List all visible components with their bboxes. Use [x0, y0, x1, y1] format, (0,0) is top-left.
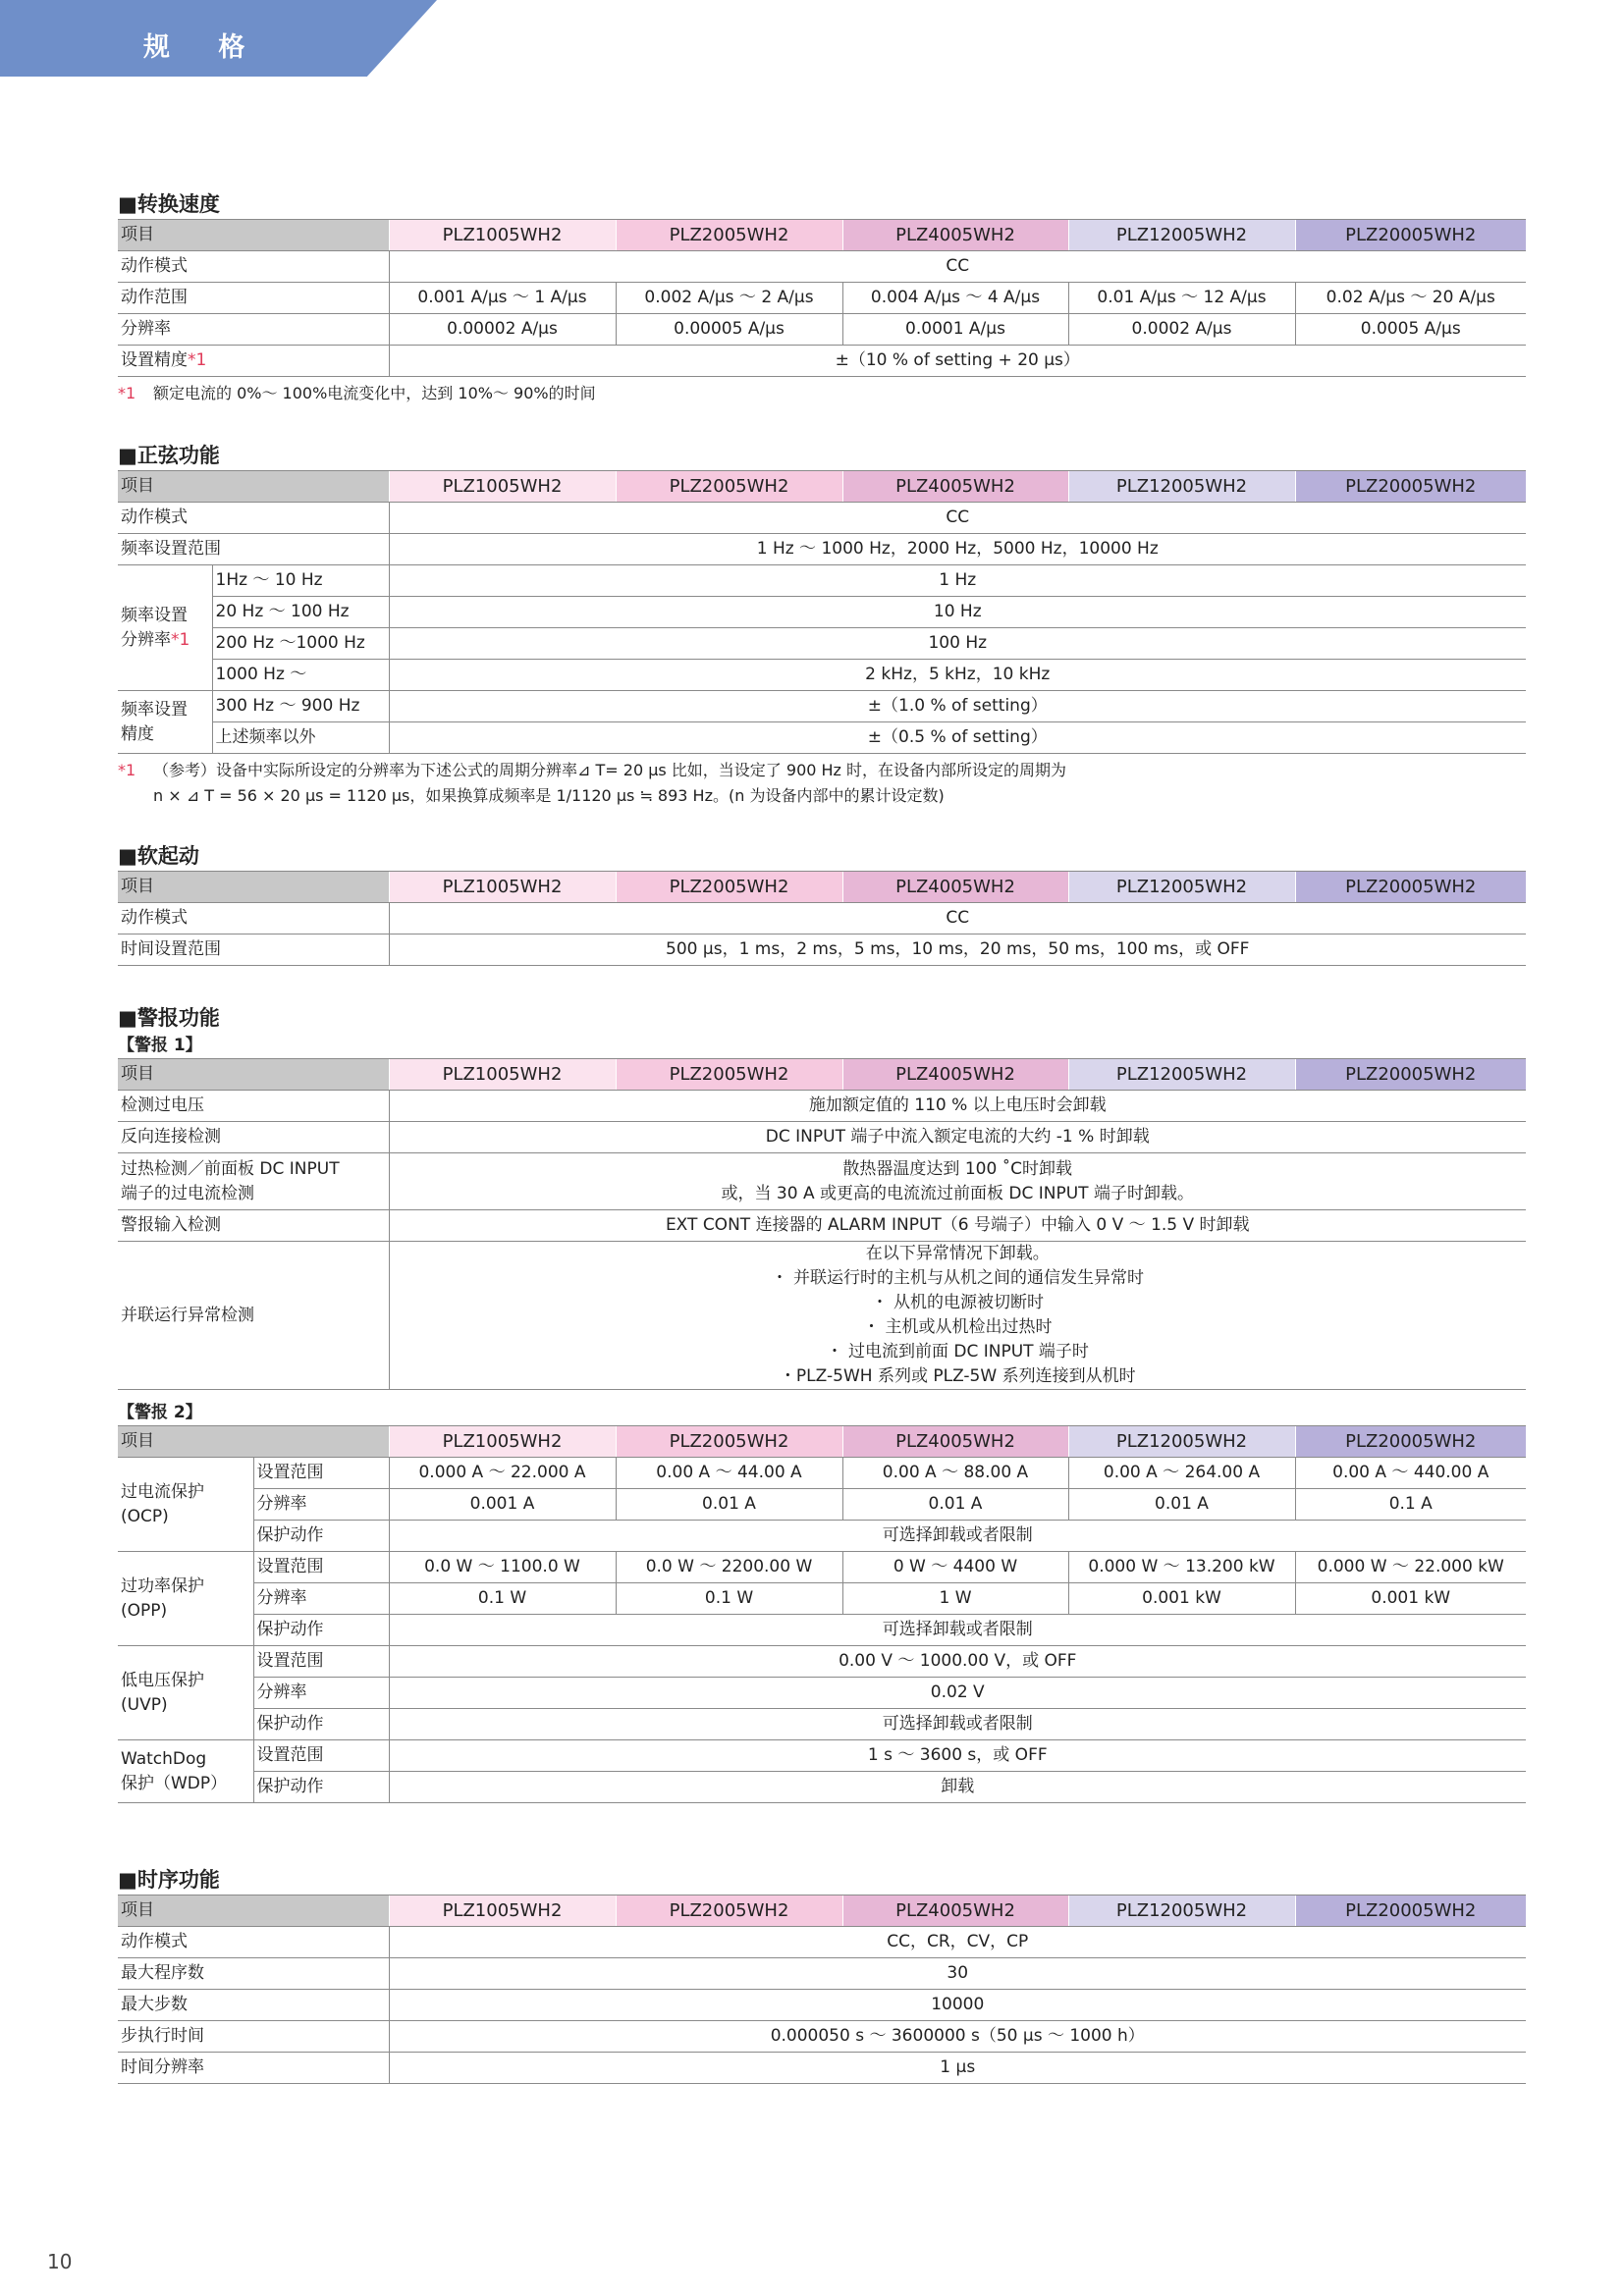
table-row — [118, 1552, 1526, 1583]
value-line: ・ 从机的电源被切断时 — [871, 1293, 1044, 1312]
table-header-row — [118, 1426, 1526, 1458]
table-row — [118, 346, 1526, 377]
model-header: PLZ12005WH2 — [1068, 1896, 1295, 1927]
value-line: 或，当 30 A 或更高的电流流过前面板 DC INPUT 端子时卸载。 — [721, 1183, 1194, 1203]
table-row — [118, 1091, 1526, 1122]
row-value: 1 μs — [389, 2053, 1526, 2084]
section-slew-rate — [118, 189, 1526, 406]
sub-label: 200 Hz ～1000 Hz — [212, 628, 389, 660]
cell-value: 0.0005 A/μs — [1295, 314, 1526, 346]
table-row — [118, 660, 1526, 691]
value-line: ・ 过电流到前面 DC INPUT 端子时 — [826, 1342, 1089, 1362]
row-value: 可选择卸载或者限制 — [389, 1521, 1526, 1552]
section-sine — [118, 441, 1526, 809]
row-group-label — [118, 565, 212, 691]
cell-value: 0.000 A ～ 22.000 A — [389, 1458, 616, 1489]
section-alarm — [118, 1003, 1526, 1803]
row-label: 最大步数 — [118, 1990, 389, 2021]
row-value: 500 μs，1 ms，2 ms，5 ms，10 ms，20 ms，50 ms，100 ms，或 OFF — [389, 934, 1526, 966]
page-number: 10 — [47, 2250, 73, 2273]
label-text: (OPP) — [121, 1600, 168, 1621]
table-row — [118, 1646, 1526, 1678]
value-line: 在以下异常情况下卸载。 — [865, 1244, 1050, 1263]
sub-label: 保护动作 — [253, 1709, 389, 1740]
model-header: PLZ4005WH2 — [842, 1896, 1068, 1927]
sequence-table — [118, 1895, 1526, 2084]
row-label: 时间设置范围 — [118, 934, 389, 966]
model-header: PLZ2005WH2 — [616, 872, 842, 903]
table-row — [118, 691, 1526, 722]
cell-value: 0.0002 A/μs — [1068, 314, 1295, 346]
sub-label: 分辨率 — [253, 1489, 389, 1521]
row-label: 动作模式 — [118, 903, 389, 934]
item-header: 项目 — [118, 872, 389, 903]
label-text: 频率设置 — [121, 605, 188, 625]
cell-value: 0.1 A — [1295, 1489, 1526, 1521]
table-row — [118, 628, 1526, 660]
model-header: PLZ20005WH2 — [1295, 1426, 1526, 1458]
cell-value: 0.01 A — [1068, 1489, 1295, 1521]
label-text: 设置精度 — [121, 350, 188, 370]
alarm1-title: 【警报 1】 — [118, 1036, 202, 1055]
row-label: 动作模式 — [118, 1927, 389, 1958]
cell-value: 0.001 A — [389, 1489, 616, 1521]
table-header-row — [118, 471, 1526, 503]
model-header: PLZ12005WH2 — [1068, 1426, 1295, 1458]
row-value: 1 Hz — [389, 565, 1526, 597]
row-value: 可选择卸载或者限制 — [389, 1615, 1526, 1646]
table-row — [118, 314, 1526, 346]
alarm1-table — [118, 1058, 1526, 1390]
row-group-label — [118, 1552, 253, 1646]
row-value: 可选择卸载或者限制 — [389, 1709, 1526, 1740]
cell-value: 0.001 kW — [1068, 1583, 1295, 1615]
table-row — [118, 597, 1526, 628]
model-header: PLZ20005WH2 — [1295, 872, 1526, 903]
row-value: 10 Hz — [389, 597, 1526, 628]
sub-label: 设置范围 — [253, 1646, 389, 1678]
row-value: 30 — [389, 1958, 1526, 1990]
table-row — [118, 1772, 1526, 1803]
table-header-row — [118, 220, 1526, 251]
footnote-text: 额定电流的 0%～ 100%电流变化中，达到 10%～ 90%的时间 — [153, 384, 596, 402]
section-title: ■软起动 — [118, 844, 199, 868]
table-row — [118, 1990, 1526, 2021]
row-label — [118, 346, 389, 377]
item-header: 项目 — [118, 1059, 389, 1091]
cell-value: 0.01 A — [616, 1489, 842, 1521]
model-header: PLZ4005WH2 — [842, 1059, 1068, 1091]
row-value: CC — [389, 903, 1526, 934]
section-title: ■时序功能 — [118, 1868, 220, 1892]
sub-label: 分辨率 — [253, 1678, 389, 1709]
footnote-mark: *1 — [171, 629, 190, 650]
table-row — [118, 1210, 1526, 1242]
row-value: 1 s ～ 3600 s，或 OFF — [389, 1740, 1526, 1772]
table-row — [118, 1521, 1526, 1552]
label-text: 过功率保护 — [121, 1575, 204, 1596]
model-header: PLZ20005WH2 — [1295, 471, 1526, 503]
cell-value: 0.00 A ～ 440.00 A — [1295, 1458, 1526, 1489]
table-row — [118, 934, 1526, 966]
alarm2-title: 【警报 2】 — [118, 1403, 202, 1422]
row-label: 并联运行异常检测 — [118, 1242, 389, 1390]
model-header: PLZ12005WH2 — [1068, 1059, 1295, 1091]
row-label: 动作模式 — [118, 251, 389, 283]
table-row — [118, 565, 1526, 597]
cell-value: 0.000 W ～ 22.000 kW — [1295, 1552, 1526, 1583]
section-title: ■警报功能 — [118, 1006, 220, 1030]
table-row — [118, 1242, 1526, 1390]
sub-label: 保护动作 — [253, 1615, 389, 1646]
label-text: 过热检测／前面板 DC INPUT — [121, 1158, 340, 1179]
cell-value: 0.0 W ～ 1100.0 W — [389, 1552, 616, 1583]
table-row — [118, 1122, 1526, 1153]
sub-label: 保护动作 — [253, 1521, 389, 1552]
row-value: 10000 — [389, 1990, 1526, 2021]
row-value: 2 kHz，5 kHz，10 kHz — [389, 660, 1526, 691]
footnote-text: （参考）设备中实际所设定的分辨率为下述公式的周期分辨率⊿ T= 20 μs 比如，当设定了 900 Hz 时，在设备内部所设定的周期为 — [153, 761, 1067, 779]
label-text: 频率设置 — [121, 699, 188, 720]
table-row — [118, 1958, 1526, 1990]
footnote — [118, 758, 1526, 809]
row-value — [389, 1242, 1526, 1390]
footnote-mark: *1 — [188, 350, 207, 370]
row-value: CC — [389, 251, 1526, 283]
row-label: 分辨率 — [118, 314, 389, 346]
cell-value: 0.00 A ～ 264.00 A — [1068, 1458, 1295, 1489]
label-text: WatchDog — [121, 1748, 207, 1769]
table-row — [118, 534, 1526, 565]
cell-value: 0.1 W — [389, 1583, 616, 1615]
table-header-row — [118, 1896, 1526, 1927]
model-header: PLZ20005WH2 — [1295, 1059, 1526, 1091]
soft-start-table — [118, 871, 1526, 966]
row-value: 0.02 V — [389, 1678, 1526, 1709]
cell-value: 0.01 A — [842, 1489, 1068, 1521]
model-header: PLZ1005WH2 — [389, 1896, 616, 1927]
row-value — [389, 1153, 1526, 1210]
cell-value: 0.0001 A/μs — [842, 314, 1068, 346]
row-value: CC，CR，CV，CP — [389, 1927, 1526, 1958]
sub-label: 上述频率以外 — [212, 722, 389, 754]
row-value: EXT CONT 连接器的 ALARM INPUT（6 号端子）中输入 0 V ～ 1.5 V 时卸载 — [389, 1210, 1526, 1242]
section-soft-start — [118, 841, 1526, 966]
sub-label: 保护动作 — [253, 1772, 389, 1803]
page-title: 规 格 — [143, 32, 265, 63]
section-title: ■转换速度 — [118, 192, 220, 216]
row-group-label — [118, 1740, 253, 1803]
sub-label: 1Hz ～ 10 Hz — [212, 565, 389, 597]
table-row — [118, 1740, 1526, 1772]
row-value: 施加额定值的 110 % 以上电压时会卸载 — [389, 1091, 1526, 1122]
footnote — [118, 381, 1526, 406]
row-label: 警报输入检测 — [118, 1210, 389, 1242]
row-group-label — [118, 1646, 253, 1740]
model-header: PLZ12005WH2 — [1068, 220, 1295, 251]
sub-label: 300 Hz ～ 900 Hz — [212, 691, 389, 722]
model-header: PLZ1005WH2 — [389, 1426, 616, 1458]
row-value: 100 Hz — [389, 628, 1526, 660]
label-text: 低电压保护 — [121, 1670, 204, 1690]
value-line: ・ 主机或从机检出过热时 — [863, 1317, 1053, 1337]
table-row — [118, 1489, 1526, 1521]
row-label: 步执行时间 — [118, 2021, 389, 2053]
model-header: PLZ2005WH2 — [616, 1896, 842, 1927]
cell-value: 0.01 A/μs ～ 12 A/μs — [1068, 283, 1295, 314]
cell-value: 0.1 W — [616, 1583, 842, 1615]
row-value: 卸载 — [389, 1772, 1526, 1803]
model-header: PLZ4005WH2 — [842, 471, 1068, 503]
value-line: 散热器温度达到 100 ˚C时卸载 — [842, 1158, 1073, 1179]
slew-rate-table — [118, 219, 1526, 377]
cell-value: 0 W ～ 4400 W — [842, 1552, 1068, 1583]
row-value: ±（10 % of setting + 20 μs） — [389, 346, 1526, 377]
table-row — [118, 1709, 1526, 1740]
label-text: (OCP) — [121, 1506, 169, 1526]
footnote-text: n × ⊿ T = 56 × 20 μs = 1120 μs，如果换算成频率是 1/1120 μs ≒ 893 Hz。(n 为设备内部中的累计设定数) — [153, 786, 945, 805]
table-row — [118, 1583, 1526, 1615]
table-row — [118, 722, 1526, 754]
item-header: 项目 — [118, 220, 389, 251]
table-row — [118, 1615, 1526, 1646]
sub-label: 设置范围 — [253, 1458, 389, 1489]
table-header-row — [118, 872, 1526, 903]
model-header: PLZ4005WH2 — [842, 1426, 1068, 1458]
sub-label: 20 Hz ～ 100 Hz — [212, 597, 389, 628]
table-row — [118, 2021, 1526, 2053]
cell-value: 0.00 A ～ 44.00 A — [616, 1458, 842, 1489]
model-header: PLZ12005WH2 — [1068, 471, 1295, 503]
row-value: 0.000050 s ～ 3600000 s（50 μs ～ 1000 h） — [389, 2021, 1526, 2053]
sub-label: 分辨率 — [253, 1583, 389, 1615]
row-label: 动作范围 — [118, 283, 389, 314]
row-label: 动作模式 — [118, 503, 389, 534]
model-header: PLZ2005WH2 — [616, 471, 842, 503]
value-line: ・ 并联运行时的主机与从机之间的通信发生异常时 — [771, 1268, 1144, 1288]
row-group-label — [118, 1458, 253, 1552]
row-value: 1 Hz ～ 1000 Hz，2000 Hz，5000 Hz，10000 Hz — [389, 534, 1526, 565]
cell-value: 0.001 kW — [1295, 1583, 1526, 1615]
value-line: ・PLZ-5WH 系列或 PLZ-5W 系列连接到从机时 — [779, 1366, 1136, 1386]
section-sequence — [118, 1865, 1526, 2084]
section-title: ■正弦功能 — [118, 444, 220, 467]
table-row — [118, 503, 1526, 534]
cell-value: 1 W — [842, 1583, 1068, 1615]
model-header: PLZ20005WH2 — [1295, 220, 1526, 251]
row-value: DC INPUT 端子中流入额定电流的大约 -1 % 时卸载 — [389, 1122, 1526, 1153]
cell-value: 0.00 A ～ 88.00 A — [842, 1458, 1068, 1489]
sub-label: 设置范围 — [253, 1552, 389, 1583]
model-header: PLZ1005WH2 — [389, 1059, 616, 1091]
table-row — [118, 1153, 1526, 1210]
row-value: ±（1.0 % of setting） — [389, 691, 1526, 722]
table-header-row — [118, 1059, 1526, 1091]
table-row — [118, 1458, 1526, 1489]
row-value: CC — [389, 503, 1526, 534]
model-header: PLZ2005WH2 — [616, 1426, 842, 1458]
label-text: 分辨率 — [121, 629, 171, 650]
row-label: 最大程序数 — [118, 1958, 389, 1990]
model-header: PLZ4005WH2 — [842, 872, 1068, 903]
row-group-label — [118, 691, 212, 754]
cell-value: 0.00002 A/μs — [389, 314, 616, 346]
table-row — [118, 903, 1526, 934]
label-text: 精度 — [121, 723, 154, 744]
label-text: 过电流保护 — [121, 1481, 204, 1502]
model-header: PLZ4005WH2 — [842, 220, 1068, 251]
label-text: 保护（WDP） — [121, 1773, 228, 1793]
row-label: 频率设置范围 — [118, 534, 389, 565]
cell-value: 0.000 W ～ 13.200 kW — [1068, 1552, 1295, 1583]
table-row — [118, 251, 1526, 283]
footnote-mark: *1 — [118, 384, 136, 402]
table-row — [118, 283, 1526, 314]
alarm2-table — [118, 1425, 1526, 1803]
cell-value: 0.00005 A/μs — [616, 314, 842, 346]
row-label — [118, 1153, 389, 1210]
table-row — [118, 2053, 1526, 2084]
item-header: 项目 — [118, 1896, 389, 1927]
cell-value: 0.002 A/μs ～ 2 A/μs — [616, 283, 842, 314]
row-label: 时间分辨率 — [118, 2053, 389, 2084]
row-label: 检测过电压 — [118, 1091, 389, 1122]
cell-value: 0.004 A/μs ～ 4 A/μs — [842, 283, 1068, 314]
footnote-mark: *1 — [118, 761, 136, 779]
item-header: 项目 — [118, 1426, 389, 1458]
cell-value: 0.02 A/μs ～ 20 A/μs — [1295, 283, 1526, 314]
label-text: (UVP) — [121, 1694, 168, 1715]
model-header: PLZ1005WH2 — [389, 471, 616, 503]
model-header: PLZ1005WH2 — [389, 872, 616, 903]
model-header: PLZ2005WH2 — [616, 220, 842, 251]
sine-table — [118, 470, 1526, 754]
sub-label: 1000 Hz ～ — [212, 660, 389, 691]
row-value: ±（0.5 % of setting） — [389, 722, 1526, 754]
model-header: PLZ1005WH2 — [389, 220, 616, 251]
cell-value: 0.001 A/μs ～ 1 A/μs — [389, 283, 616, 314]
label-text: 端子的过电流检测 — [121, 1183, 254, 1203]
row-label: 反向连接检测 — [118, 1122, 389, 1153]
sub-label: 设置范围 — [253, 1740, 389, 1772]
model-header: PLZ20005WH2 — [1295, 1896, 1526, 1927]
model-header: PLZ2005WH2 — [616, 1059, 842, 1091]
item-header: 项目 — [118, 471, 389, 503]
row-value: 0.00 V ～ 1000.00 V，或 OFF — [389, 1646, 1526, 1678]
cell-value: 0.0 W ～ 2200.00 W — [616, 1552, 842, 1583]
table-row — [118, 1678, 1526, 1709]
table-row — [118, 1927, 1526, 1958]
model-header: PLZ12005WH2 — [1068, 872, 1295, 903]
